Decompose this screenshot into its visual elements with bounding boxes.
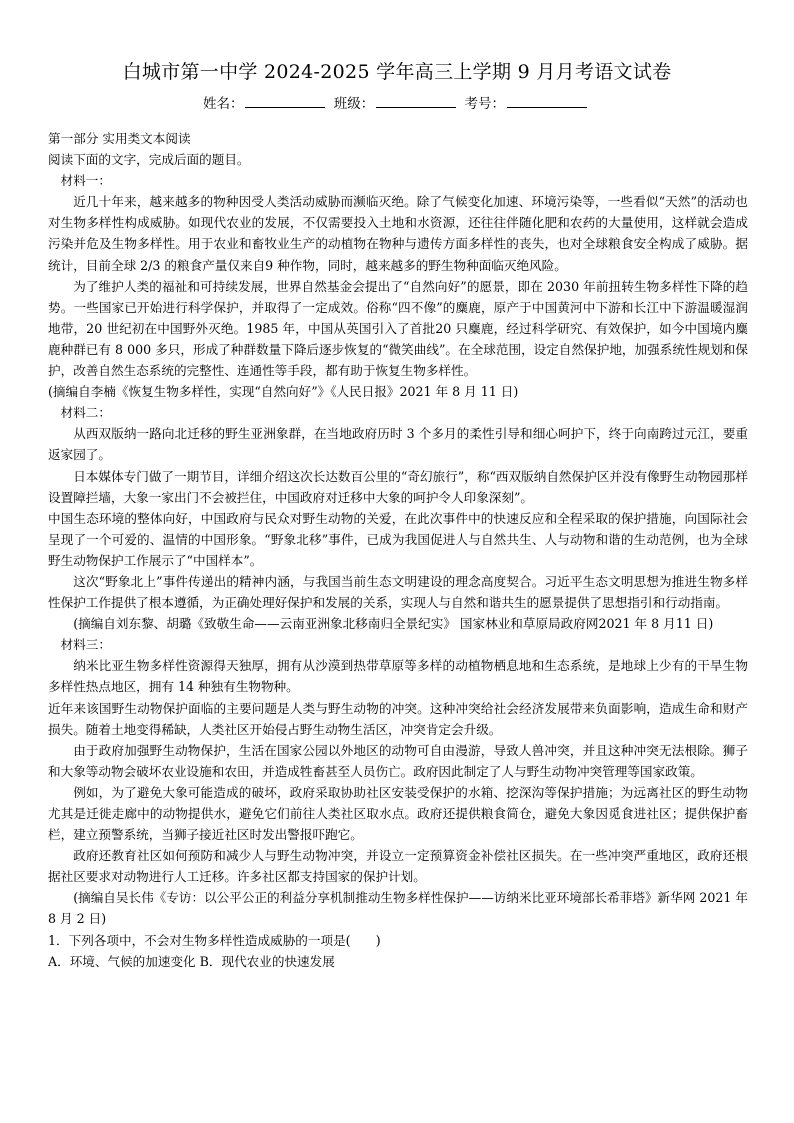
material1-source: (摘编自李楠《恢复生物多样性，实现“自然向好”》《人民日报》2021 年 8 月 11 日) — [48, 384, 519, 400]
exam-no-label: 考号： — [464, 96, 506, 112]
section-instruction: 阅读下面的文字，完成后面的题目。 — [48, 152, 250, 168]
material3-label: 材料三： — [60, 637, 111, 653]
material2-source: (摘编自刘东黎、胡璐《致敬生命——云南亚洲象北移南归全景纪实》 国家林业和草原局政府网2021 年 8 月11 日) — [73, 616, 714, 632]
class-label: 班级： — [333, 96, 375, 112]
section-heading: 第一部分 实用类文本阅读 — [48, 131, 191, 146]
material2-paragraph-3: 中国生态环境的整体向好，中国政府与民众对野生动物的关爱，在此次事件中的快速反应和全程采取的保护措施，向国际社会呈现了一个可爱的、温情的中国形象。“野象北移”事件，已成为我国促进人与自然共生、人与动物和谐的生动范例，也为全球野生动物保护工作展示了“中国样本”。 — [48, 510, 748, 568]
material3-paragraph-5: 政府还教育社区如何预防和减少人与野生动物冲突，并设立一定预算资金补偿社区损失。在一些冲突严重地区，政府还根据社区要求对动物进行人工迁移。许多社区都支持国家的保护计划。 — [48, 848, 748, 885]
material3-source: (摘编自吴长伟《专访：以公平公正的利益分享机制推动生物多样性保护——访纳米比亚环境部长希菲塔》新华网 2021 年 8 月 2 日) — [48, 890, 748, 927]
material3-paragraph-3: 由于政府加强野生动物保护，生活在国家公园以外地区的动物可自由漫游，导致人兽冲突，并且这种冲突无法根除。狮子和大象等动物会破坏农业设施和农田，并造成牲畜甚至人员伤亡。政府因此制定了人与野生动物冲突管理等国家政策。 — [48, 742, 748, 779]
material1-label: 材料一： — [60, 173, 111, 189]
question-1-stem: 1．下列各项中，不会对生物多样性造成威胁的一项是( ) — [48, 932, 381, 948]
class-blank[interactable] — [376, 94, 456, 108]
name-label: 姓名： — [202, 96, 244, 112]
material3-paragraph-2: 近年来该国野生动物保护面临的主要问题是人类与野生动物的冲突。这种冲突给社会经济发展带来负面影响，造成生命和财产损失。随着土地变得稀缺，人类社区开始侵占野生动物生活区，冲突肯定会升级。 — [48, 700, 748, 737]
material1-paragraph-1: 近几十年来，越来越多的物种因受人类活动威胁而濒临灭绝。除了气候变化加速、环境污染等，一些看似“天然”的活动也对生物多样性构成威胁。如现代农业的发展，不仅需要投入土地和水资源，还往往伴随化肥和农药的大量使用，这样就会造成污染并危及生物多样性。用于农业和畜牧业生产的动植物在物种与遗传方面多样性的丧失，也对全球粮食安全构成了威胁。据统计，目前全球 2/3 的粮食产量仅来自9 种作物，同时，越来越多的野生物种面临灭绝风险。 — [48, 194, 748, 273]
student-info-line — [0, 92, 794, 112]
exam-title: 白城市第一中学 2024-2025 学年高三上学期 9 月月考语文试卷 — [122, 61, 672, 83]
material1-paragraph-2: 为了维护人类的福祉和可持续发展，世界自然基金会提出了“自然向好”的愿景，即在 2030 年前扭转生物多样性下降的趋势。一些国家已开始进行科学保护，并取得了一定成效。俗称“四不像”的麋鹿，原产于中国黄河中下游和长江中下游温暖湿润地带，20 世纪初在中国野外灭绝。1985 年，中国从英国引入了首批20 只麋鹿，经过科学研究、有效保护，如今中国境内麋鹿种群已有 8 000 多只，形成了种群数量下降后逐步恢复的“微笑曲线”。在全球范围，设定自然保护地，加强系统性规划和保护，改善自然生态系统的完整性、连通性等手段，都有助于恢复生物多样性。 — [48, 278, 748, 379]
material2-paragraph-1: 从西双版纳一路向北迁移的野生亚洲象群，在当地政府历时 3 个多月的柔性引导和细心呵护下，终于向南跨过元江，要重返家园了。 — [48, 426, 748, 463]
material2-paragraph-2: 日本媒体专门做了一期节目，详细介绍这次长达数百公里的“奇幻旅行”，称“西双版纳自然保护区并没有像野生动物园那样设置障拦墙，大象一家出门不会被拦住，中国政府对迁移中大象的呵护令人印象深刻”。 — [48, 468, 748, 505]
material2-label: 材料二： — [60, 405, 111, 421]
material2-paragraph-4: 这次“野象北上”事件传递出的精神内涵，与我国当前生态文明建设的理念高度契合。习近平生态文明思想为推进生物多样性保护工作提供了根本遵循，为正确处理好保护和发展的关系，实现人与自然和谐共生的愿景提供了思想指引和行动指南。 — [48, 573, 748, 611]
material3-paragraph-1: 纳米比亚生物多样性资源得天独厚，拥有从沙漠到热带草原等多样的动植物栖息地和生态系统，是地球上少有的干旱生物多样性热点地区，拥有 14 种独有生物物种。 — [48, 658, 748, 695]
question-1-options[interactable]: A．环境、气候的加速变化 B．现代农业的快速发展 — [48, 953, 335, 969]
reading-body — [48, 128, 748, 972]
material3-paragraph-4: 例如，为了避免大象可能造成的破坏，政府采取协助社区安装受保护的水箱、挖深沟等保护措施；为远离社区的野生动物尤其是迁徙走廊中的动物提供水，避免它们前往人类社区取水点。政府还提供粮食简仓，避免大象因觅食进社区；提供保护畜栏，建立预警系统，当狮子接近社区时发出警报吓跑它。 — [48, 784, 748, 843]
exam-no-blank[interactable] — [507, 94, 587, 108]
name-blank[interactable] — [245, 94, 325, 108]
